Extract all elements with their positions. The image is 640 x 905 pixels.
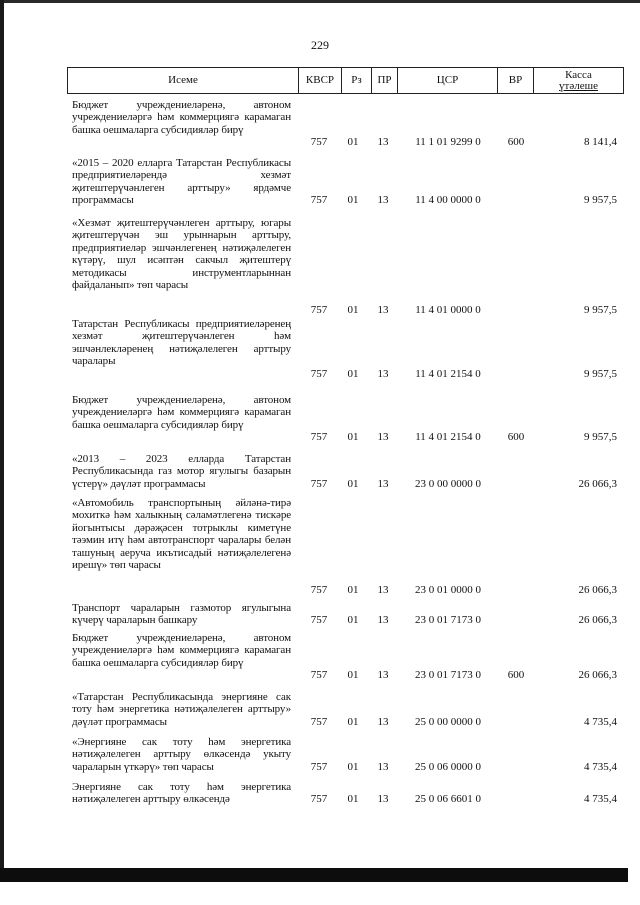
row-name: Бюджет учреждениеләренә, автоном учреждениеләргә һәм коммерциягә карамаган башка оешмаларга субсидияләр бирү bbox=[72, 394, 291, 431]
row-vr: 600 bbox=[507, 431, 525, 444]
scan-bottom-edge bbox=[0, 868, 628, 882]
row-rz: 01 bbox=[347, 136, 359, 149]
row-kvsr: 757 bbox=[310, 367, 328, 380]
row-kvsr: 757 bbox=[310, 760, 328, 773]
row-csr: 23 0 01 7173 0 bbox=[415, 669, 481, 682]
row-kvsr: 757 bbox=[310, 669, 328, 682]
row-rz: 01 bbox=[347, 715, 359, 728]
page-number: 229 bbox=[311, 38, 329, 52]
row-rz: 01 bbox=[347, 194, 359, 207]
row-pr: 13 bbox=[377, 303, 389, 316]
row-kassa: 26 066,3 bbox=[578, 614, 617, 627]
header-csr: ЦСР bbox=[398, 68, 498, 93]
header-name: Исеме bbox=[68, 68, 299, 93]
header-kvsr: КВСР bbox=[299, 68, 342, 93]
row-kassa: 26 066,3 bbox=[578, 583, 617, 596]
row-rz: 01 bbox=[347, 583, 359, 596]
row-kvsr: 757 bbox=[310, 583, 328, 596]
header-kassa-line2: үтәлеше bbox=[559, 79, 598, 92]
row-name: Энергияне сак тоту һәм энергетика нәтиҗәлелеген арттыру өлкәсендә bbox=[72, 781, 291, 806]
row-name: «2015 – 2020 елларга Татарстан Республикасы предприятиеләрендә хезмәт җитештерүчәнлеген арттыру» ярдәмче программасы bbox=[72, 157, 291, 207]
row-csr: 25 0 06 6601 0 bbox=[415, 793, 481, 806]
row-kassa: 4 735,4 bbox=[584, 793, 617, 806]
row-csr: 23 0 01 7173 0 bbox=[415, 614, 481, 627]
row-name: Бюджет учреждениеләренә, автоном учреждениеләргә һәм коммерциягә карамаган башка оешмаларга субсидияләр бирү bbox=[72, 99, 291, 136]
row-name: «2013 – 2023 елларда Татарстан Республикасында газ мотор ягулыгы базарын үстерү» дәүләт программасы bbox=[72, 453, 291, 490]
row-pr: 13 bbox=[377, 793, 389, 806]
row-kassa: 4 735,4 bbox=[584, 715, 617, 728]
row-name: «Хезмәт җитештерүчәнлеген арттыру, югары җитештерүчән эш урыннарын арттыру, предприятиеләр эшчәнлегенең нәтиҗәлелеген күтәрү, шул исәптән сакчыл җитештерү методикасы инструментларыннан файдаланып» төп чарасы bbox=[72, 217, 291, 292]
row-csr: 25 0 00 0000 0 bbox=[415, 715, 481, 728]
row-rz: 01 bbox=[347, 431, 359, 444]
row-pr: 13 bbox=[377, 715, 389, 728]
row-kassa: 26 066,3 bbox=[578, 669, 617, 682]
row-rz: 01 bbox=[347, 669, 359, 682]
row-kvsr: 757 bbox=[310, 136, 328, 149]
row-csr: 11 4 00 0000 0 bbox=[415, 194, 481, 207]
row-csr: 11 1 01 9299 0 bbox=[415, 136, 481, 149]
row-pr: 13 bbox=[377, 194, 389, 207]
header-kassa-line1: Касса bbox=[565, 68, 592, 81]
row-csr: 11 4 01 2154 0 bbox=[415, 431, 481, 444]
row-name: Транспорт чараларын газмотор ягулыгына күчерү чараларын башкару bbox=[72, 602, 291, 627]
row-pr: 13 bbox=[377, 583, 389, 596]
row-kvsr: 757 bbox=[310, 431, 328, 444]
row-csr: 23 0 00 0000 0 bbox=[415, 477, 481, 490]
row-kassa: 26 066,3 bbox=[578, 477, 617, 490]
row-kassa: 9 957,5 bbox=[584, 367, 617, 380]
row-rz: 01 bbox=[347, 760, 359, 773]
row-name: «Татарстан Республикасында энергияне сак тоту һәм энергетика нәтиҗәлелеген арттыру» дәүләт программасы bbox=[72, 691, 291, 728]
row-rz: 01 bbox=[347, 793, 359, 806]
row-kassa: 9 957,5 bbox=[584, 431, 617, 444]
row-kvsr: 757 bbox=[310, 715, 328, 728]
row-kvsr: 757 bbox=[310, 194, 328, 207]
row-vr: 600 bbox=[507, 136, 525, 149]
row-kassa: 9 957,5 bbox=[584, 194, 617, 207]
row-kassa: 4 735,4 bbox=[584, 760, 617, 773]
row-name: «Автомобиль транспортының әйләнә-тирә мохиткә һәм халыкның сәламәтлегенә тискәре йогынтысы дәрәҗәсен тотрыклы киметүне тәэмин итү һәм автотранспорт чаралары белән ташуның аеруча икътисадый нәтиҗәлелегенә ирешү» төп чарасы bbox=[72, 497, 291, 572]
row-pr: 13 bbox=[377, 477, 389, 490]
row-kvsr: 757 bbox=[310, 477, 328, 490]
row-pr: 13 bbox=[377, 669, 389, 682]
row-rz: 01 bbox=[347, 477, 359, 490]
row-rz: 01 bbox=[347, 303, 359, 316]
header-vr: ВР bbox=[498, 68, 534, 93]
row-vr: 600 bbox=[507, 669, 525, 682]
row-pr: 13 bbox=[377, 367, 389, 380]
row-kvsr: 757 bbox=[310, 303, 328, 316]
row-pr: 13 bbox=[377, 614, 389, 627]
header-rz: Рз bbox=[342, 68, 372, 93]
row-rz: 01 bbox=[347, 614, 359, 627]
row-name: «Энергияне сак тоту һәм энергетика нәтиҗәлелеген арттыру өлкәсендә укыту чараларын үткәрү» төп чарасы bbox=[72, 736, 291, 773]
row-kassa: 8 141,4 bbox=[584, 136, 617, 149]
row-name: Татарстан Республикасы предприятиеләренең хезмәт җитештерүчәнлеген һәм эшчәнлекләренең нәтиҗәлелеген арттыру чаралары bbox=[72, 318, 291, 368]
row-kvsr: 757 bbox=[310, 614, 328, 627]
row-kvsr: 757 bbox=[310, 793, 328, 806]
row-pr: 13 bbox=[377, 431, 389, 444]
row-pr: 13 bbox=[377, 136, 389, 149]
row-name: Бюджет учреждениеләренә, автоном учреждениеләргә һәм коммерциягә карамаган башка оешмаларга субсидияләр бирү bbox=[72, 632, 291, 669]
row-pr: 13 bbox=[377, 760, 389, 773]
row-csr: 11 4 01 2154 0 bbox=[415, 367, 481, 380]
row-kassa: 9 957,5 bbox=[584, 303, 617, 316]
row-csr: 23 0 01 0000 0 bbox=[415, 583, 481, 596]
row-csr: 11 4 01 0000 0 bbox=[415, 303, 481, 316]
row-csr: 25 0 06 0000 0 bbox=[415, 760, 481, 773]
row-rz: 01 bbox=[347, 367, 359, 380]
header-pr: ПР bbox=[372, 68, 398, 93]
